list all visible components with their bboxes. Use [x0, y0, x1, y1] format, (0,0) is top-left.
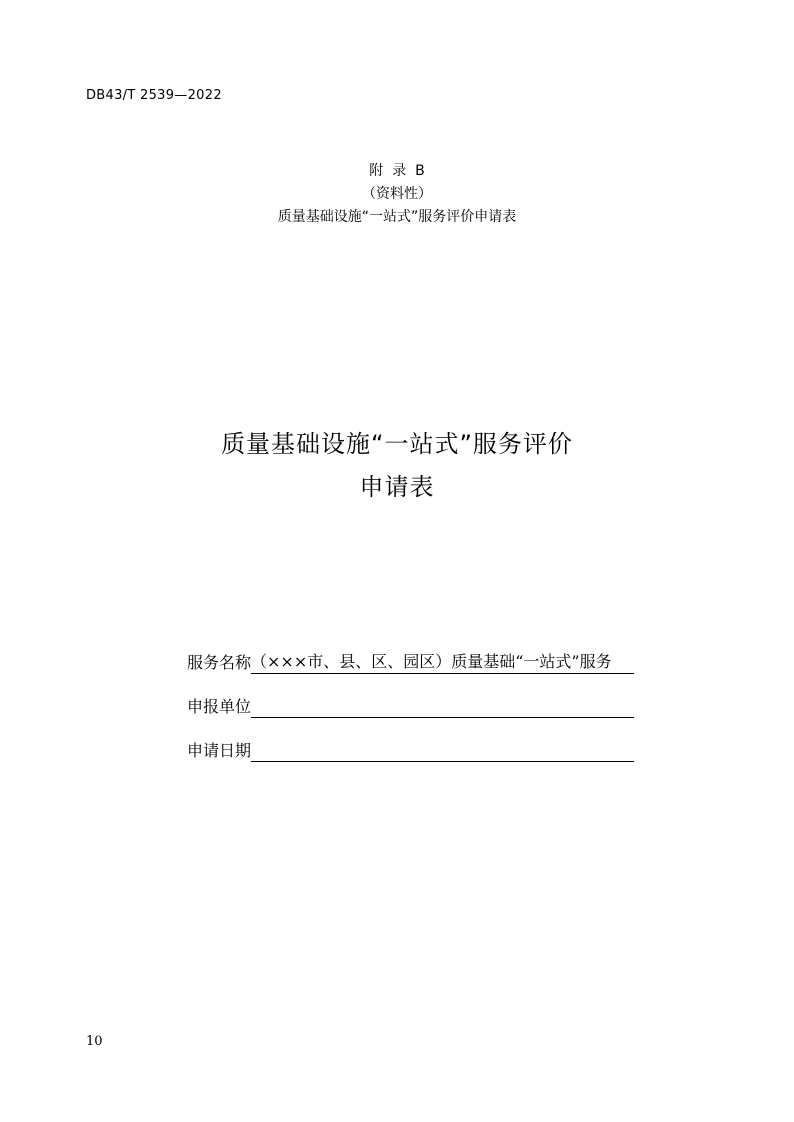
page-number: 10 — [86, 1034, 103, 1049]
appendix-type: （资料性） — [362, 186, 432, 202]
application-date-label: 申请日期 — [187, 741, 252, 760]
applicant-unit-value[interactable] — [251, 695, 634, 718]
service-name-value[interactable]: （×××市、县、区、园区）质量基础“一站式”服务 — [251, 651, 634, 674]
appendix-name: 质量基础设施“一站式”服务评价申请表 — [277, 209, 517, 225]
standard-code: DB43/T 2539—2022 — [86, 88, 222, 103]
service-name-field — [187, 650, 634, 676]
service-name-label: 服务名称 — [187, 653, 252, 672]
appendix-label: 附 录 B — [369, 163, 425, 179]
application-date-field — [187, 738, 634, 764]
application-date-value[interactable] — [251, 739, 634, 762]
form-title-line-1: 质量基础设施“一站式”服务评价 — [221, 430, 573, 458]
form-title-line-2: 申请表 — [359, 473, 435, 501]
applicant-unit-label: 申报单位 — [187, 697, 252, 716]
applicant-unit-field — [187, 694, 634, 720]
